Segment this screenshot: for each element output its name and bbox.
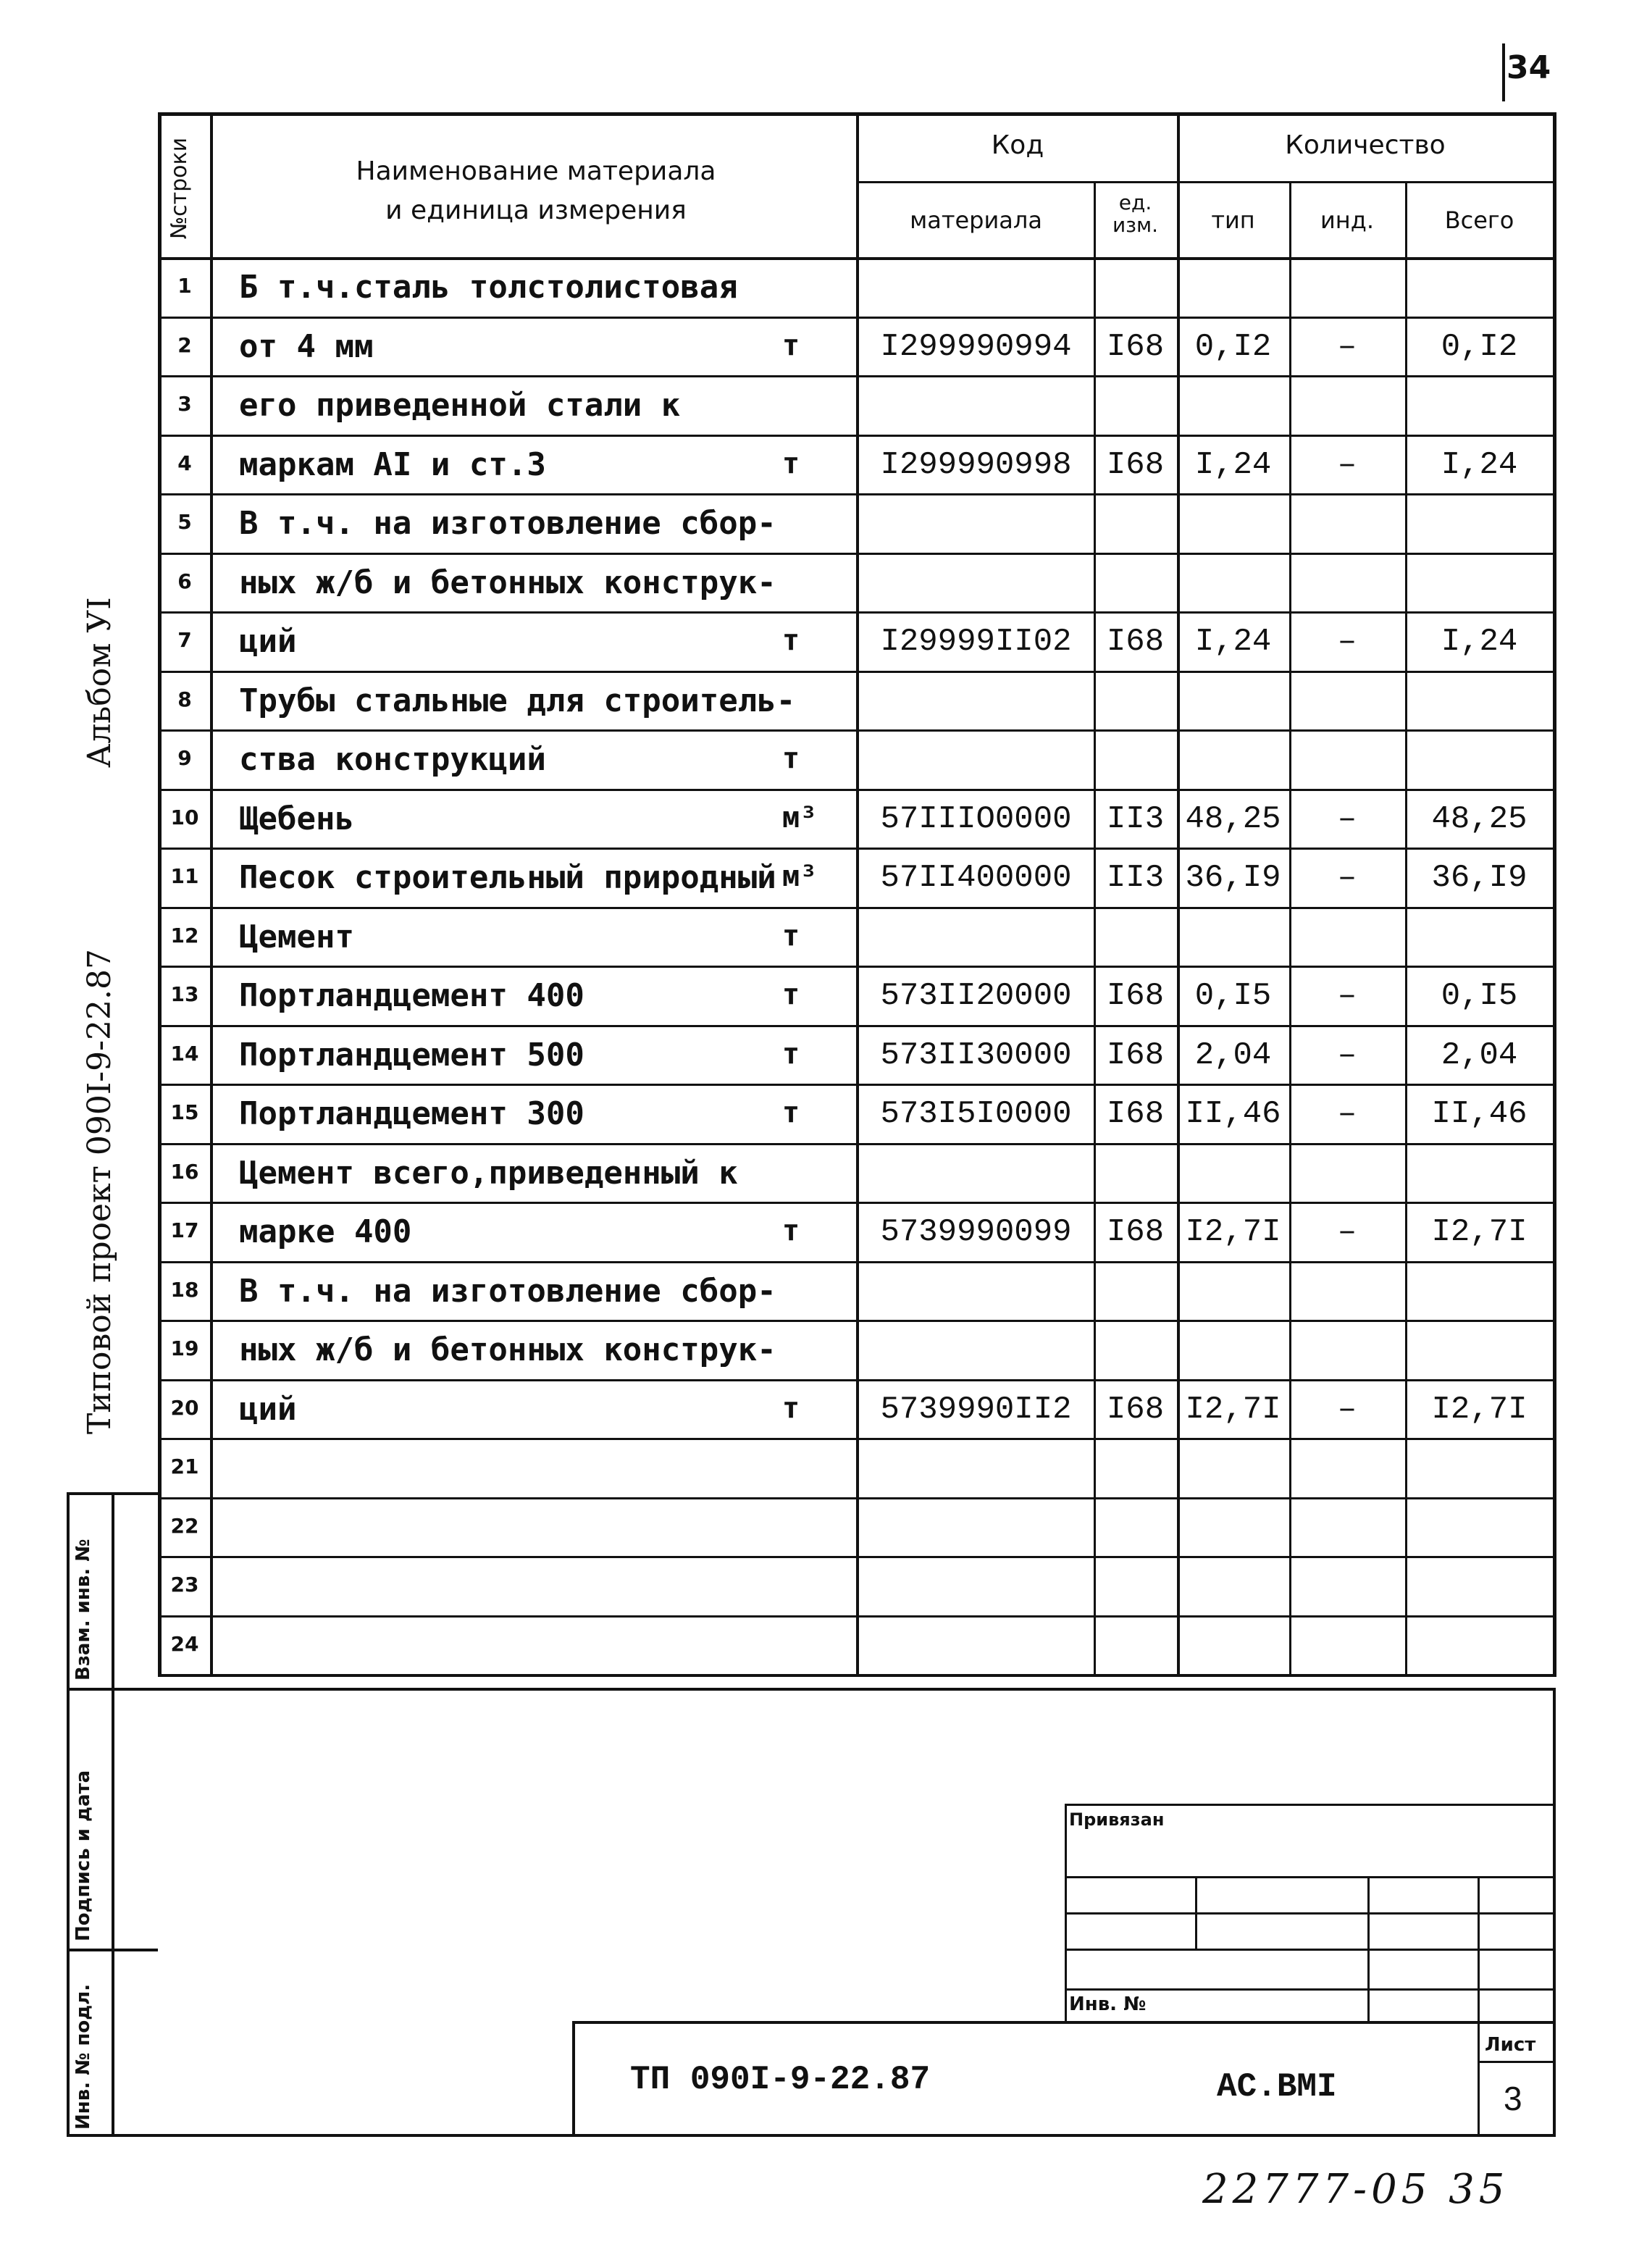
inv-no-label: Инв. №: [1069, 1993, 1147, 2015]
row-number: 9: [177, 746, 192, 770]
row-number: 14: [170, 1041, 199, 1066]
header-row-no: №строки: [167, 137, 192, 240]
row-name: ных ж/б и бетонных конструк-: [239, 1331, 776, 1368]
row-qty-total: II,46: [1431, 1096, 1527, 1132]
row-qty-total: I2,7I: [1431, 1391, 1527, 1428]
row-qty-type: 2,04: [1194, 1037, 1272, 1074]
row-qty-ind: –: [1337, 860, 1357, 896]
row-name: марке 400: [239, 1213, 412, 1250]
row-unit-symbol: т: [782, 1096, 800, 1129]
row-number: 10: [170, 805, 199, 829]
row-qty-total: 2,04: [1441, 1037, 1518, 1074]
row-name: Щебень: [239, 800, 354, 837]
row-qty-ind: –: [1337, 1391, 1357, 1428]
row-unit-symbol: м³: [782, 800, 818, 834]
row-qty-ind: –: [1337, 1037, 1357, 1074]
row-name: Цемент всего,приведенный к: [239, 1154, 738, 1192]
row-name: Цемент: [239, 918, 354, 955]
row-qty-ind: –: [1337, 1096, 1357, 1132]
row-number: 12: [170, 923, 199, 947]
row-unit-code: I68: [1106, 328, 1165, 365]
row-unit-code: I68: [1106, 446, 1165, 483]
row-name: В т.ч. на изготовление сбор-: [239, 1272, 776, 1310]
row-qty-ind: –: [1337, 1214, 1357, 1250]
row-name: маркам AI и ст.3: [239, 445, 546, 483]
sheet-number: 3: [1504, 2080, 1522, 2117]
header-code-group: Код: [991, 130, 1044, 160]
row-unit-code: I68: [1106, 1037, 1165, 1074]
row-qty-ind: –: [1337, 624, 1357, 660]
page-number: 34: [1506, 49, 1551, 86]
row-number: 2: [177, 332, 192, 357]
header-unit: ед. изм.: [1112, 191, 1159, 237]
album-label: Альбом УI: [81, 597, 118, 768]
row-qty-type: I,24: [1194, 624, 1272, 660]
row-number: 1: [177, 274, 192, 298]
row-code: 573I5I0000: [880, 1096, 1072, 1132]
row-unit-symbol: т: [782, 1391, 800, 1425]
row-unit-symbol: м³: [782, 860, 818, 893]
stamp-podpis-data: Подпись и дата: [72, 1770, 94, 1941]
row-unit-code: I68: [1106, 1214, 1165, 1250]
row-code: 5739990099: [880, 1214, 1072, 1250]
row-name: Трубы стальные для строитель-: [239, 682, 796, 719]
row-qty-type: I,24: [1194, 446, 1272, 483]
row-code: 573II30000: [880, 1037, 1072, 1074]
row-name: В т.ч. на изготовление сбор-: [239, 505, 776, 542]
row-qty-total: 36,I9: [1431, 860, 1527, 896]
row-name: ций: [239, 623, 297, 660]
row-qty-type: 0,I2: [1194, 328, 1272, 365]
row-code: 5739990II2: [880, 1391, 1072, 1428]
row-number: 24: [170, 1631, 199, 1656]
row-unit-symbol: т: [782, 1037, 800, 1071]
row-number: 3: [177, 392, 192, 416]
row-code: I299990994: [880, 328, 1072, 365]
row-code: 57IIIO0000: [880, 800, 1072, 837]
row-number: 20: [170, 1395, 199, 1420]
row-qty-total: 0,I5: [1441, 978, 1518, 1014]
project-label: Типовой проект 090I-9-22.87: [81, 949, 118, 1434]
row-unit-symbol: т: [782, 446, 800, 480]
row-unit-code: I68: [1106, 978, 1165, 1014]
row-qty-type: I2,7I: [1185, 1214, 1281, 1250]
header-qty-type: тип: [1211, 206, 1255, 234]
header-qty-ind: инд.: [1320, 206, 1374, 234]
row-name: от 4 мм: [239, 327, 374, 365]
handwritten-footer: 22777-05 35: [1202, 2166, 1509, 2213]
row-unit-symbol: т: [782, 978, 800, 1011]
row-qty-ind: –: [1337, 800, 1357, 837]
row-qty-type: II,46: [1185, 1096, 1281, 1132]
row-qty-total: I,24: [1441, 446, 1518, 483]
row-name: Б т.ч.сталь толстолистовая: [239, 269, 738, 306]
row-number: 7: [177, 628, 192, 652]
row-name: Портландцемент 300: [239, 1095, 584, 1132]
row-unit-symbol: т: [782, 624, 800, 657]
sheet-label: Лист: [1485, 2034, 1536, 2056]
row-name: его приведенной стали к: [239, 387, 681, 424]
row-unit-code: I68: [1106, 1391, 1165, 1428]
row-number: 17: [170, 1218, 199, 1242]
stamp-inv-podl: Инв. № подл.: [72, 1983, 94, 2130]
row-unit-symbol: т: [782, 742, 800, 775]
row-name: Портландцемент 500: [239, 1036, 584, 1074]
row-number: 13: [170, 982, 199, 1006]
row-code: 57II400000: [880, 860, 1072, 896]
header-code-material: материала: [910, 206, 1042, 234]
row-number: 22: [170, 1513, 199, 1538]
row-number: 23: [170, 1573, 199, 1597]
row-number: 5: [177, 510, 192, 534]
row-name: Портландцемент 400: [239, 977, 584, 1014]
row-unit-code: II3: [1106, 800, 1165, 837]
row-unit-code: I68: [1106, 1096, 1165, 1132]
row-number: 15: [170, 1100, 199, 1124]
header-qty-group: Количество: [1285, 130, 1446, 160]
row-unit-code: II3: [1106, 860, 1165, 896]
row-code: I299990998: [880, 446, 1072, 483]
row-number: 11: [170, 864, 199, 888]
row-code: I29999II02: [880, 624, 1072, 660]
stamp-vzam-inv: Взам. инв. №: [72, 1539, 94, 1681]
row-number: 18: [170, 1277, 199, 1302]
row-qty-ind: –: [1337, 446, 1357, 483]
privyazan-label: Привязан: [1069, 1809, 1165, 1830]
row-name: ций: [239, 1390, 297, 1428]
doc-mark: АС.ВМI: [1217, 2068, 1337, 2106]
row-qty-type: I2,7I: [1185, 1391, 1281, 1428]
row-number: 16: [170, 1159, 199, 1184]
row-qty-total: I,24: [1441, 624, 1518, 660]
row-qty-total: 48,25: [1431, 800, 1527, 837]
row-number: 4: [177, 451, 192, 475]
row-qty-ind: –: [1337, 328, 1357, 365]
row-number: 19: [170, 1336, 199, 1360]
row-qty-type: 0,I5: [1194, 978, 1272, 1014]
row-name: ных ж/б и бетонных конструк-: [239, 564, 776, 601]
row-unit-symbol: т: [782, 919, 800, 953]
row-code: 573II20000: [880, 978, 1072, 1014]
row-number: 8: [177, 687, 192, 711]
row-unit-symbol: т: [782, 328, 800, 362]
row-unit-code: I68: [1106, 624, 1165, 660]
row-name: Песок строительный природный: [239, 859, 776, 896]
row-qty-ind: –: [1337, 978, 1357, 1014]
row-qty-total: 0,I2: [1441, 328, 1518, 365]
row-qty-type: 48,25: [1185, 800, 1281, 837]
row-qty-total: I2,7I: [1431, 1214, 1527, 1250]
row-qty-type: 36,I9: [1185, 860, 1281, 896]
row-number: 21: [170, 1455, 199, 1478]
row-number: 6: [177, 569, 192, 593]
row-name: ства конструкций: [239, 741, 546, 778]
doc-code: ТП 090I-9-22.87: [630, 2061, 931, 2098]
row-unit-symbol: т: [782, 1214, 800, 1247]
header-name: Наименование материала и единица измерения: [356, 156, 716, 225]
header-qty-total: Всего: [1444, 206, 1514, 234]
